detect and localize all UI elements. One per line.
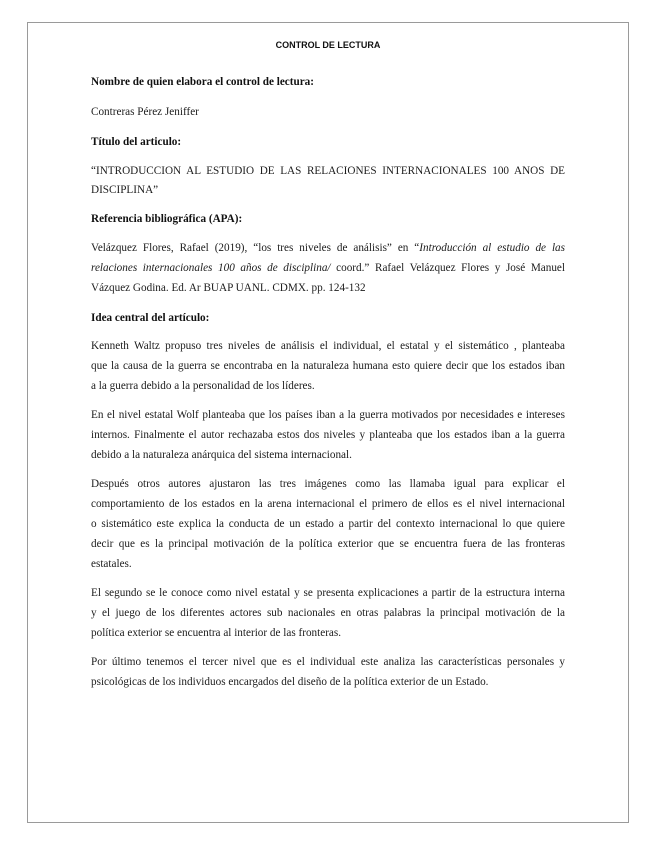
reference-heading: Referencia bibliográfica (APA): xyxy=(91,213,243,225)
reference-line: Vázquez Godina. Ed. Ar BUAP UANL. CDMX. pp. 124-132 xyxy=(91,282,366,294)
reference-line xyxy=(91,258,565,278)
paragraph-line: Después otros autores ajustaron las tres imágenes como las llamaba igual para explicar el xyxy=(91,478,565,490)
paragraph-line: o sistemático este explica la conducta de un estado a partir del contexto internacional lo que quiere xyxy=(91,518,565,530)
paragraph-line: Por último tenemos el tercer nivel que es el individual este analiza las características personales y xyxy=(91,656,565,668)
article-title-line: DISCIPLINA” xyxy=(91,184,159,196)
paragraph-line: que la causa de la guerra se encontraba en la naturaleza humana esto quiere decir que los estados iban xyxy=(91,360,565,372)
paragraph-line: psicológicas de los individuos encargados del diseño de la política exterior de un Estado. xyxy=(91,676,489,688)
reference-text: Velázquez Flores, Rafael (2019), “los tres niveles de análisis” en “ xyxy=(91,242,420,254)
author-heading: Nombre de quien elabora el control de lectura: xyxy=(91,76,314,88)
reference-line xyxy=(91,238,565,258)
paragraph-line: El segundo se le conoce como nivel estatal y se presenta explicaciones a partir de la estructura interna xyxy=(91,587,565,599)
paragraph-line: y el juego de los diferentes actores sub nacionales en otras palabras la principal motivación de la xyxy=(91,607,565,619)
reference-italic-text: relaciones internacionales 100 años de disciplina/ xyxy=(91,262,331,274)
document-title: CONTROL DE LECTURA xyxy=(275,40,381,50)
paragraph-line: política exterior se encuentra al interior de las fronteras. xyxy=(91,627,342,639)
paragraph-line: estatales. xyxy=(91,558,132,570)
reference-italic-text: Introducción al estudio de las xyxy=(419,242,565,254)
article-title-heading: Título del articulo: xyxy=(91,136,182,148)
paragraph-line: internos. Finalmente el autor rechazaba estos dos niveles y planteaba que los estados iban a la guerra xyxy=(91,429,565,441)
paragraph-line: a la guerra debido a la personalidad de los líderes. xyxy=(91,380,315,392)
reference-text: coord.” Rafael Velázquez Flores y José Manuel xyxy=(330,262,565,274)
author-name: Contreras Pérez Jeniffer xyxy=(91,106,199,118)
paragraph-line: decir que es la principal motivación de la política exterior que se encuentra fuera de las fronteras xyxy=(91,538,565,550)
central-idea-heading: Idea central del artículo: xyxy=(91,312,210,324)
paragraph-line: debido a la naturaleza anárquica del sistema internacional. xyxy=(91,449,352,461)
paragraph-line: Kenneth Waltz propuso tres niveles de análisis el individual, el estatal y el sistemático , planteaba xyxy=(91,340,565,352)
paragraph-line: En el nivel estatal Wolf planteaba que los países iban a la guerra motivados por necesidades e intereses xyxy=(91,409,565,421)
article-title-line: “INTRODUCCION AL ESTUDIO DE LAS RELACIONES INTERNACIONALES 100 ANOS DE xyxy=(91,165,565,177)
paragraph-line: comportamiento de los estados en la arena internacional el primero de ellos es el nivel internacional xyxy=(91,498,565,510)
